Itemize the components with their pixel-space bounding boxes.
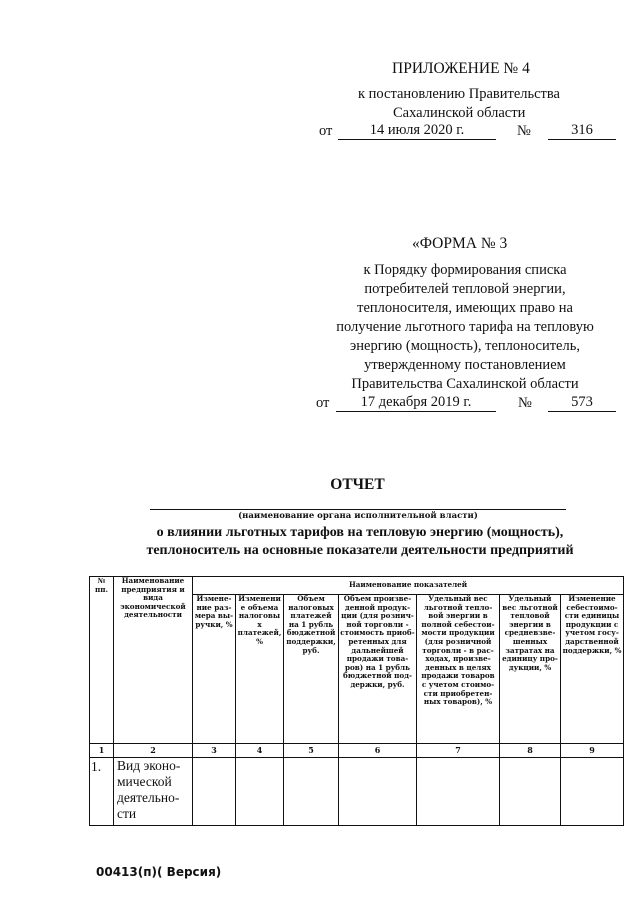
appendix-title: ПРИЛОЖЕНИЕ № 4 <box>392 60 530 77</box>
col-header-7: Удельный вес льготной тепло-вой энергии в полной себестои-мости продукции (для розничной торговли - в рас-ходах, произве-денных в целях продажи товаров с учетом стоимо-сти приобретен-ных товаров), % <box>417 595 500 744</box>
appendix-line-1: к постановлению Правительства <box>358 86 560 102</box>
report-subtitle-2: теплоноситель на основные показатели деятельности предприятий <box>146 543 574 558</box>
table-cell <box>500 758 561 826</box>
form-line-7: Правительства Сахалинской области <box>351 376 579 392</box>
form-title: «ФОРМА № 3 <box>412 235 508 252</box>
column-number: 3 <box>193 744 236 758</box>
col-header-6: Объем произве-денной продук-ции (для рознич-ной торговли - стоимость приоб-ретенных для дальнейшей продажи това-ров) на 1 рубль бюджетной под-держки, руб. <box>339 595 417 744</box>
row-activity-name: Вид эконо-мической деятельно-сти <box>114 758 193 826</box>
report-title: ОТЧЕТ <box>330 476 385 493</box>
col-header-9: Изменение себестоимо-сти единицы продукции с учетом госу-дарственной поддержки, % <box>561 595 624 744</box>
column-number: 2 <box>114 744 193 758</box>
row-number: 1. <box>90 758 114 826</box>
form-number: 573 <box>571 394 593 410</box>
col-header-indicators-group: Наименование показателей <box>193 577 624 595</box>
column-number: 9 <box>561 744 624 758</box>
form-date: 17 декабря 2019 г. <box>360 394 472 410</box>
table-cell <box>561 758 624 826</box>
appendix-number: 316 <box>571 122 593 138</box>
col-header-5: Объем налоговых платежей на 1 рубль бюджетной поддержки, руб. <box>284 595 339 744</box>
form-line-2: потребителей тепловой энергии, <box>364 281 566 297</box>
table-cell <box>417 758 500 826</box>
column-number: 5 <box>284 744 339 758</box>
col-header-number: № пп. <box>90 577 114 744</box>
footer-doc-code: 00413(п)( Версия) <box>96 865 222 879</box>
form-date-underline <box>336 411 496 412</box>
column-number: 7 <box>417 744 500 758</box>
form-number-underline <box>548 411 616 412</box>
table-cell <box>284 758 339 826</box>
table-header-row-1 <box>90 577 624 595</box>
form-from-label: от <box>316 395 330 411</box>
appendix-number-label: № <box>517 123 531 139</box>
report-subtitle-1: о влиянии льготных тарифов на тепловую энергию (мощность), <box>156 525 564 540</box>
appendix-number-underline <box>548 139 616 140</box>
appendix-from-label: от <box>319 123 333 139</box>
table-cell <box>193 758 236 826</box>
column-number: 1 <box>90 744 114 758</box>
col-header-8: Удельный вес льготной тепловой энергии в средневзве-шенных затратах на единицу про-дукции, % <box>500 595 561 744</box>
appendix-line-2: Сахалинской области <box>393 105 526 121</box>
form-line-6: утвержденному постановлением <box>364 357 566 373</box>
column-number: 6 <box>339 744 417 758</box>
report-table <box>89 576 624 826</box>
col-header-3: Измене-ние раз-мера вы-ручки, % <box>193 595 236 744</box>
form-line-5: энергию (мощность), теплоноситель, <box>350 338 580 354</box>
appendix-date-underline <box>338 139 496 140</box>
col-header-name: Наименование предприятия и вида экономической деятельности <box>114 577 193 744</box>
org-name-caption: (наименование органа исполнительной власти) <box>238 511 478 521</box>
column-number: 4 <box>236 744 284 758</box>
table-cell <box>236 758 284 826</box>
col-header-4: Изменение объема налоговых платежей, % <box>236 595 284 744</box>
form-number-label: № <box>518 395 532 411</box>
form-line-4: получение льготного тарифа на тепловую <box>336 319 594 335</box>
column-number: 8 <box>500 744 561 758</box>
appendix-date: 14 июля 2020 г. <box>369 122 465 138</box>
org-name-underline <box>150 509 566 510</box>
table-cell <box>339 758 417 826</box>
form-line-3: теплоносителя, имеющих право на <box>357 300 573 316</box>
table-row <box>90 758 624 826</box>
form-line-1: к Порядку формирования списка <box>363 262 567 278</box>
column-number-row <box>90 744 624 758</box>
